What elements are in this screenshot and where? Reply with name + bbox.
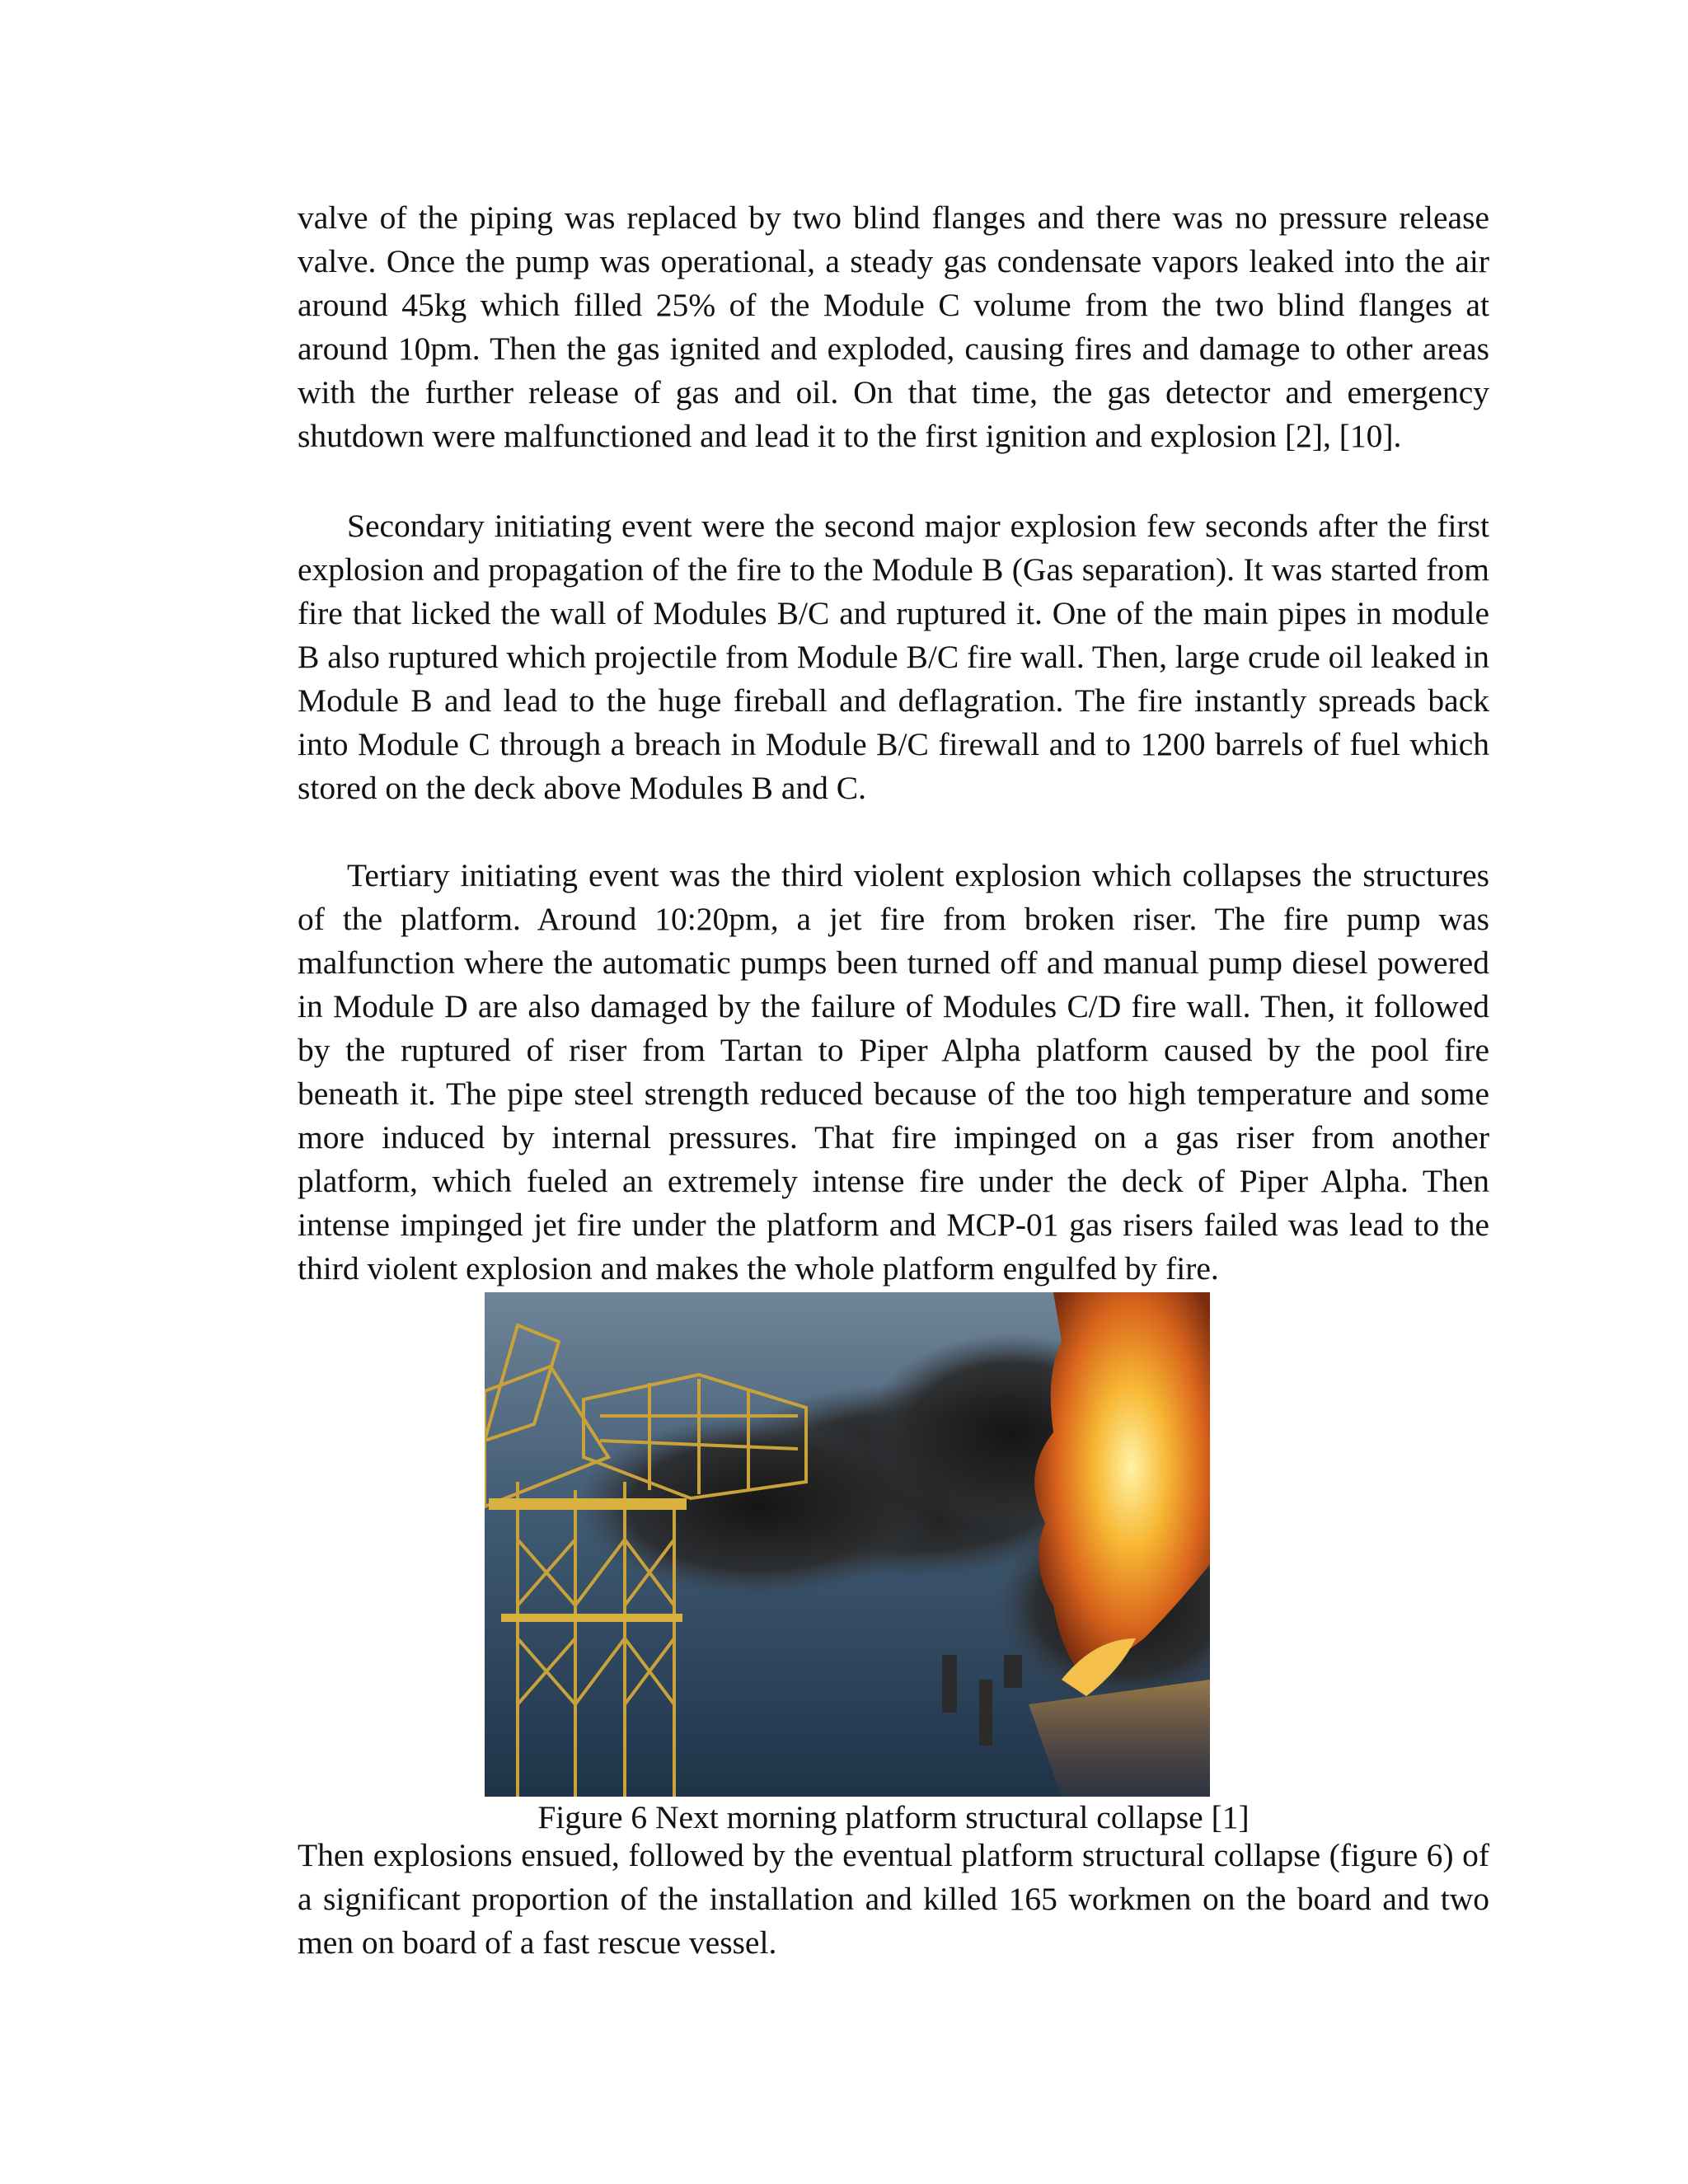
paragraph-valve-release: valve of the piping was replaced by two blind flanges and there was no pressure release valve. Once the pump was operational, a steady gas condensate vapors leaked into the air around 45kg which filled 25% of the Module C volume from the two blind flanges at around 10pm. Then the gas ignited and exploded, causing fires and damage to other areas with the further release of gas and oil. On that time, the gas detector and emergency shutdown were malfunctioned and lead it to the first ignition and explosion [2], [10]. xyxy=(298,199,1489,454)
paragraph-structural-collapse: Then explosions ensued, followed by the eventual platform structural collapse (figure 6) of a significant proportion of the installation and killed 165 workmen on the board and two men on board of a fast rescue vessel. xyxy=(298,1837,1489,1961)
figure-caption: Figure 6 Next morning platform structural collapse [1] xyxy=(537,1799,1250,1835)
platform-collapse-photo xyxy=(485,1292,1210,1797)
paragraph-secondary-event: Secondary initiating event were the second major explosion few seconds after the first explosion and propagation of the fire to the Module B (Gas separation). It was started from fire that licked the wall of Modules B/C and ruptured it. One of the main pipes in module B also ruptured which projectile from Module B/C fire wall. Then, large crude oil leaked in Module B and lead to the huge fireball and deflagration. The fire instantly spreads back into Module C through a breach in Module B/C firewall and to 1200 barrels of fuel which stored on the deck above Modules B and C. xyxy=(298,508,1489,806)
paragraph-tertiary-event: Tertiary initiating event was the third violent explosion which collapses the structures of the platform. Around 10:20pm, a jet fire from broken riser. The fire pump was malfunction where the automatic pumps been turned off and manual pump diesel powered in Module D are also damaged by the failure of Modules C/D fire wall. Then, it followed by the ruptured of riser from Tartan to Piper Alpha platform caused by the pool fire beneath it. The pipe steel strength reduced because of the too high temperature and some more induced by internal pressures. That fire impinged on a gas riser from another platform, which fueled an extremely intense fire under the deck of Piper Alpha. Then intense impinged jet fire under the platform and MCP-01 gas risers failed was lead to the third violent explosion and makes the whole platform engulfed by fire. xyxy=(298,857,1489,1286)
